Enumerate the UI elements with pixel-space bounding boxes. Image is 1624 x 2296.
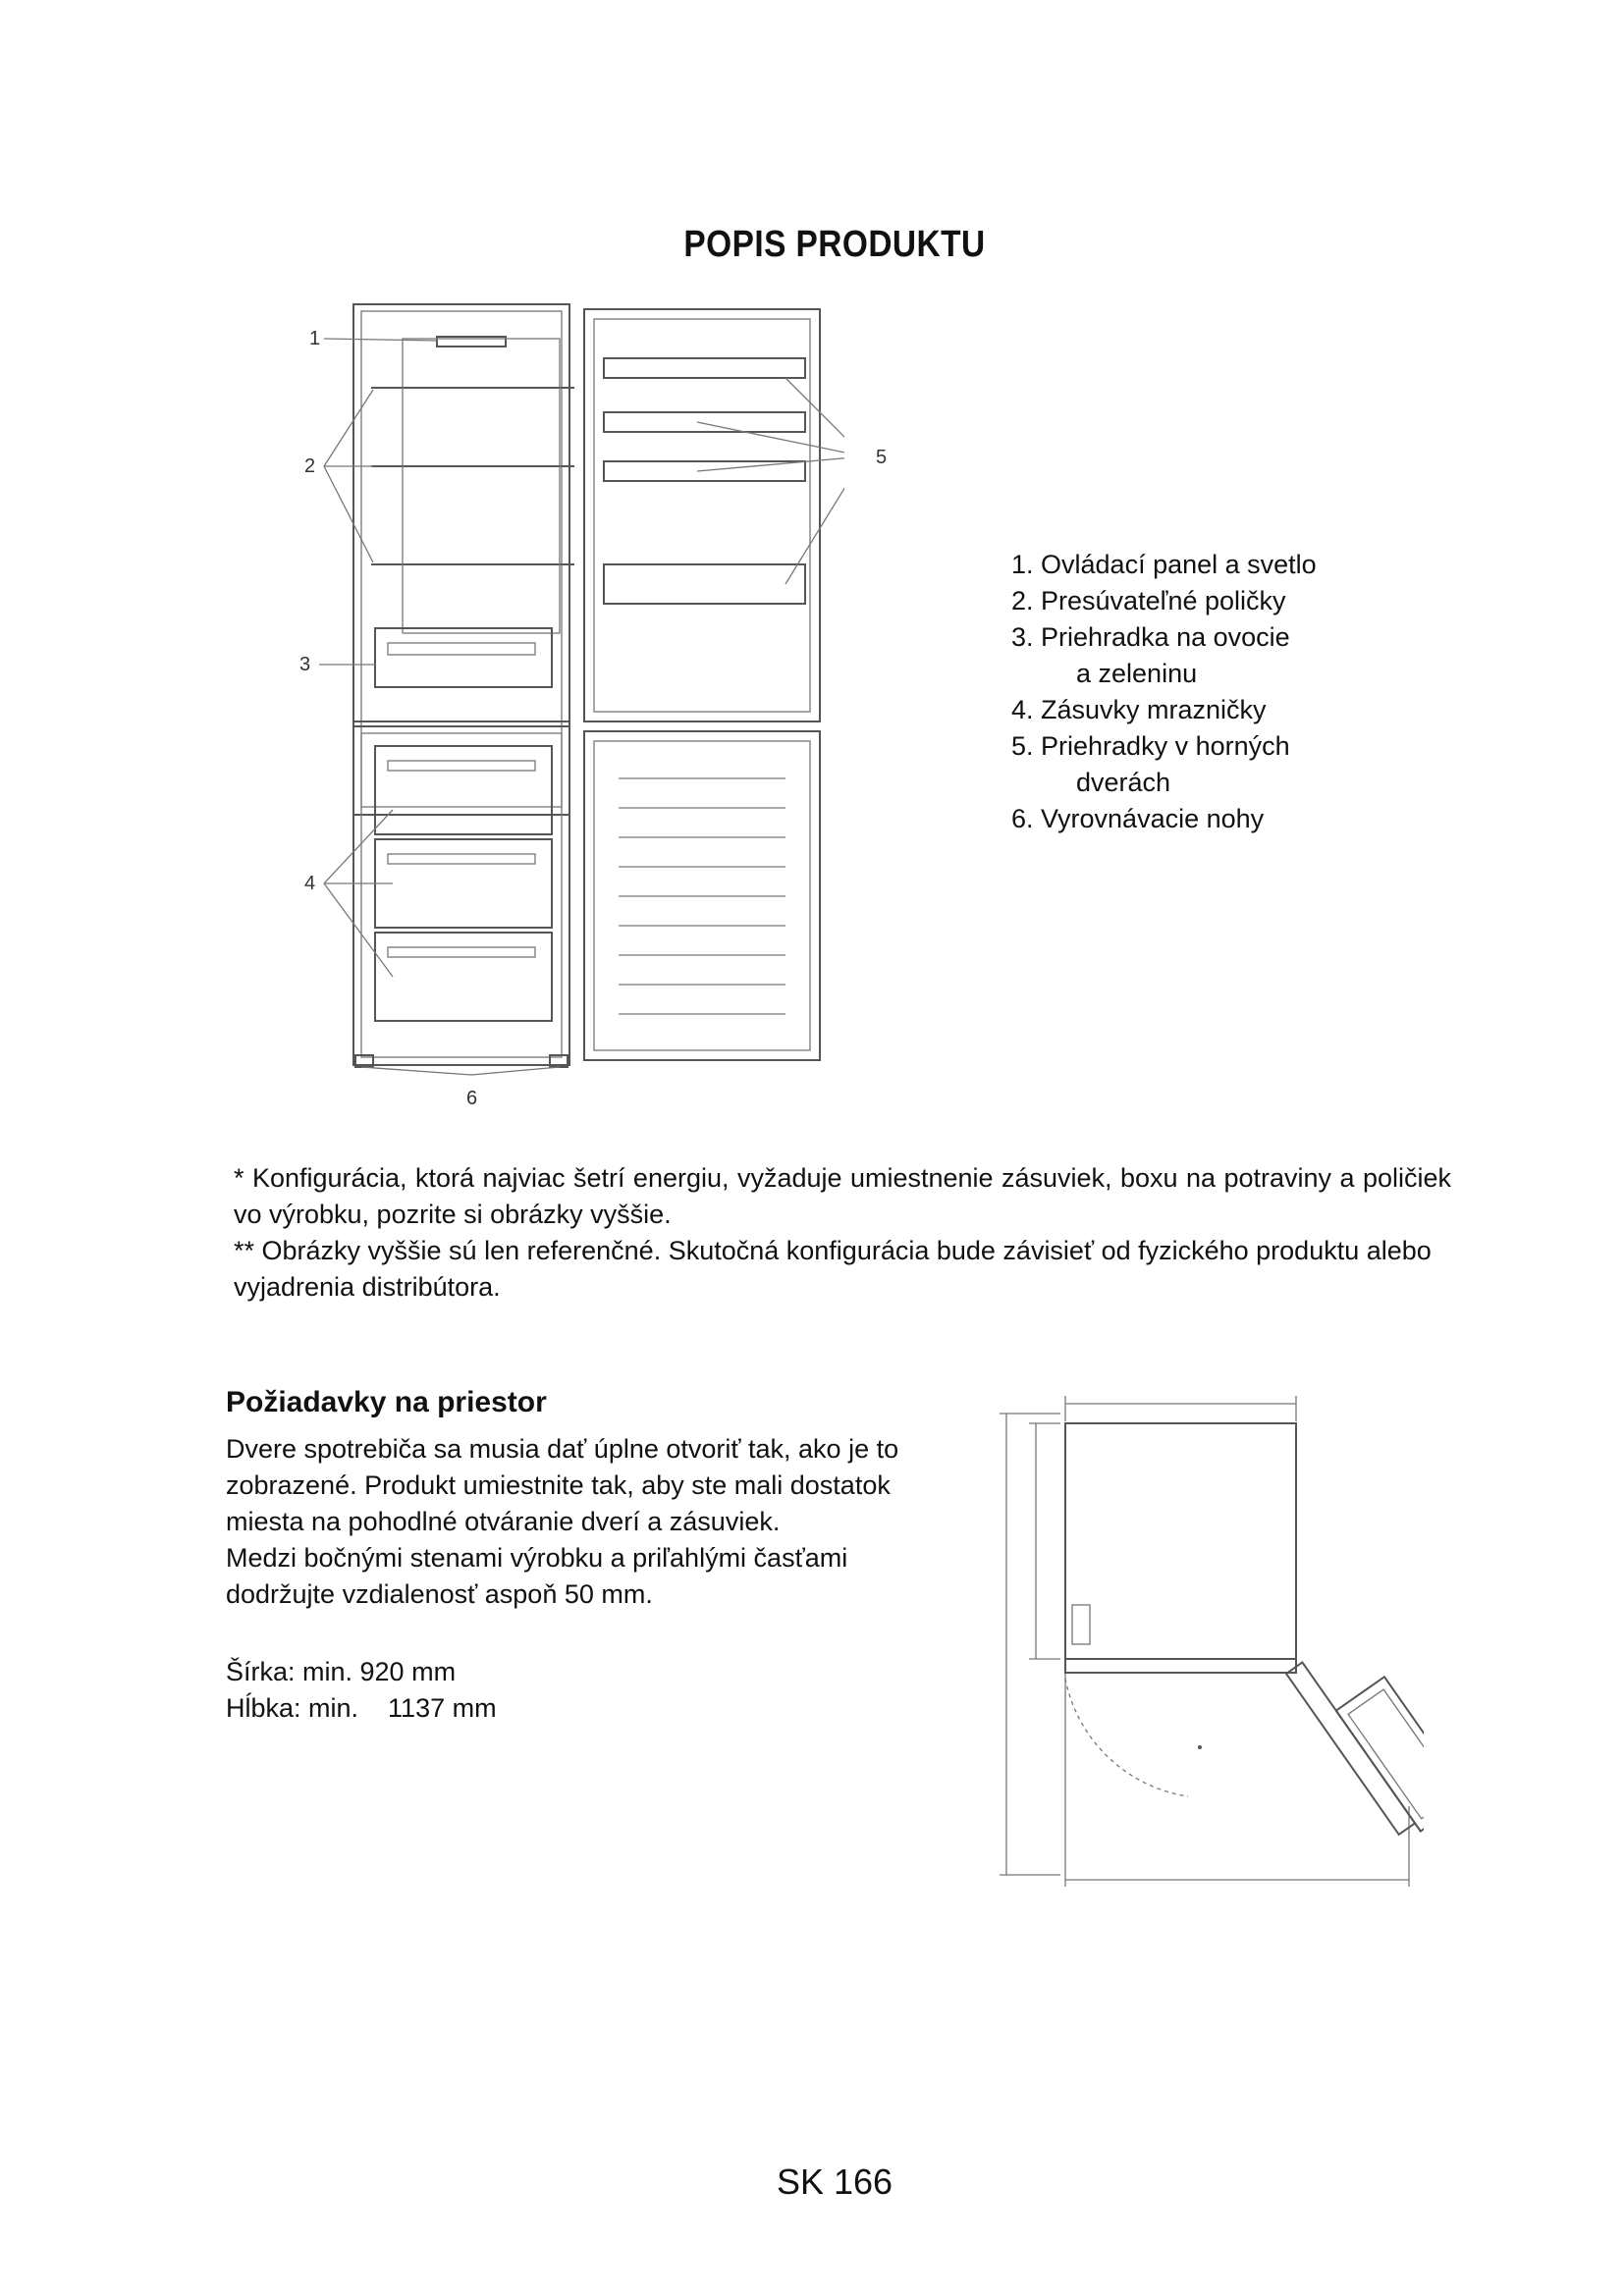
list-item: 3. Priehradka na ovocie [1011, 622, 1290, 652]
list-item-continuation: a zeleninu [1076, 659, 1198, 688]
callout-2: 2 [304, 455, 316, 477]
list-item: 1. Ovládací panel a svetlo [1011, 550, 1317, 579]
fridge-diagram [285, 299, 844, 1114]
callout-5-label [874, 442, 903, 471]
parts-list [1011, 547, 1317, 837]
list-item: 6. Vyrovnávacie nohy [1011, 804, 1265, 833]
callout-3: 3 [299, 654, 311, 675]
clearance-diagram [992, 1384, 1424, 1895]
callout-4: 4 [304, 873, 316, 894]
list-item: 4. Zásuvky mrazničky [1011, 695, 1267, 724]
callout-6: 6 [466, 1088, 478, 1109]
list-item: 2. Presúvateľné poličky [1011, 586, 1286, 615]
list-item-continuation: dverách [1076, 768, 1171, 797]
notes [234, 1160, 1451, 1306]
callout-5: 5 [876, 447, 888, 468]
paragraph: Dvere spotrebiča sa musia dať úplne otvoriť tak, ako je to zobrazené. Produkt umiestnite tak, aby ste mali dostatok miesta na pohodlné otváranie dverí a zásuviek. [226, 1434, 899, 1536]
callout-1: 1 [309, 328, 321, 349]
space-requirements-text [226, 1431, 952, 1613]
note-reference: ** Obrázky vyššie sú len referenčné. Skutočná konfigurácia bude závisieť od fyzického produktu alebo vyjadrenia distribútora. [234, 1236, 1432, 1302]
page-number: SK 166 [776, 2162, 893, 2202]
section-heading: Požiadavky na priestor [226, 1386, 547, 1418]
page-title: POPIS PRODUKTU [683, 224, 986, 265]
paragraph: Medzi bočnými stenami výrobku a priľahlými časťami dodržujte vzdialenosť aspoň 50 mm. [226, 1543, 848, 1609]
list-item: 5. Priehradky v horných [1011, 731, 1290, 761]
depth-requirement: Hĺbka: min. 1137 mm [226, 1693, 497, 1723]
note-energy: * Konfigurácia, ktorá najviac šetrí energiu, vyžaduje umiestnenie zásuviek, boxu na potraviny a poličiek vo výrobku, pozrite si obrázky vyššie. [234, 1163, 1451, 1229]
width-requirement: Šírka: min. 920 mm [226, 1657, 457, 1686]
dimensions [226, 1654, 497, 1727]
